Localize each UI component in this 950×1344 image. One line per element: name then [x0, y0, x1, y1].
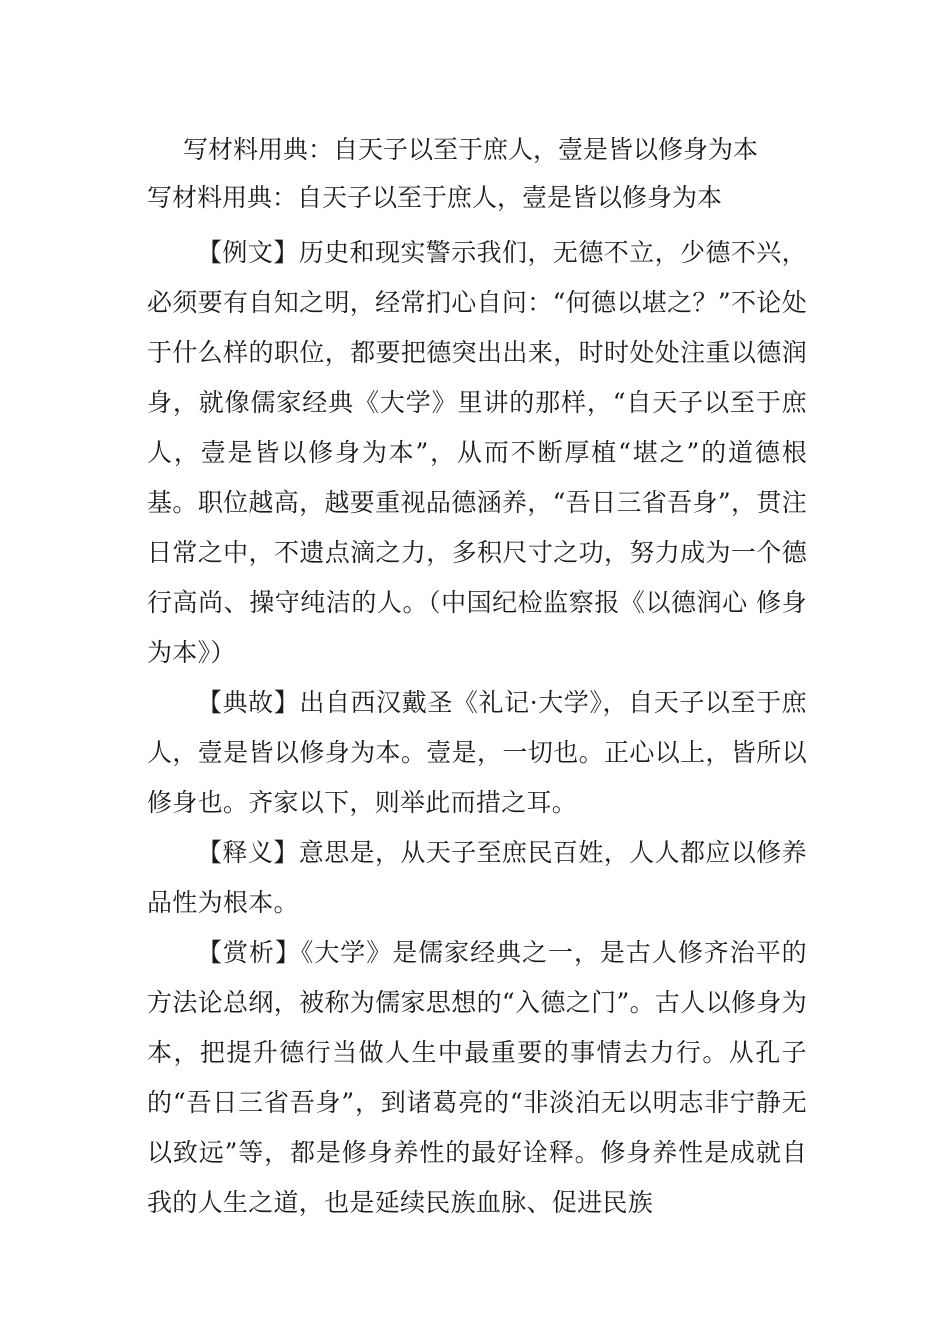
paragraph-tag-appreciation: 【赏析】	[197, 938, 301, 967]
document-body	[147, 228, 807, 1228]
paragraph-tag-example: 【例文】	[197, 238, 299, 267]
document-title: 写材料用典：自天子以至于庶人，壹是皆以修身为本	[183, 135, 759, 164]
paragraph-tag-meaning: 【释义】	[197, 838, 299, 867]
paragraph-meaning	[147, 828, 807, 928]
document-title-repeat: 写材料用典：自天子以至于庶人，壹是皆以修身为本	[147, 183, 723, 212]
paragraph-appreciation	[147, 928, 807, 1228]
paragraph-example	[147, 228, 807, 678]
paragraph-text-example: 历史和现实警示我们，无德不立，少德不兴，必须要有自知之明，经常扪心自问：“何德以堪之？”不论处于什么样的职位，都要把德突出出来，时时处处注重以德润身，就像儒家经典《大学》里讲的那样，“自天子以至于庶人，壹是皆以修身为本”，从而不断厚植“堪之”的道德根基。职位越高，越要重视品德涵养，“吾日三省吾身”，贯注日常之中，不遗点滴之力，多积尺寸之功，努力成为一个德行高尚、操守纯洁的人。（中国纪检监察报《以德润心 修身为本》）	[147, 238, 807, 667]
paragraph-text-allusion: 出自西汉戴圣《礼记·大学》，自天子以至于庶人，壹是皆以修身为本。壹是，一切也。正心以上，皆所以修身也。齐家以下，则举此而措之耳。	[147, 688, 807, 817]
paragraph-text-appreciation: 《大学》是儒家经典之一，是古人修齐治平的方法论总纲，被称为儒家思想的“入德之门”。古人以修身为本，把提升德行当做人生中最重要的事情去力行。从孔子的“吾日三省吾身”，到诸葛亮的“非淡泊无以明志非宁静无以致远”等，都是修身养性的最好诠释。修身养性是成就自我的人生之道，也是延续民族血脉、促进民族	[147, 938, 807, 1217]
paragraph-tag-allusion: 【典故】	[197, 688, 300, 717]
paragraph-text-meaning: 意思是，从天子至庶民百姓，人人都应以修养品性为根本。	[147, 838, 807, 917]
paragraph-allusion	[147, 678, 807, 828]
